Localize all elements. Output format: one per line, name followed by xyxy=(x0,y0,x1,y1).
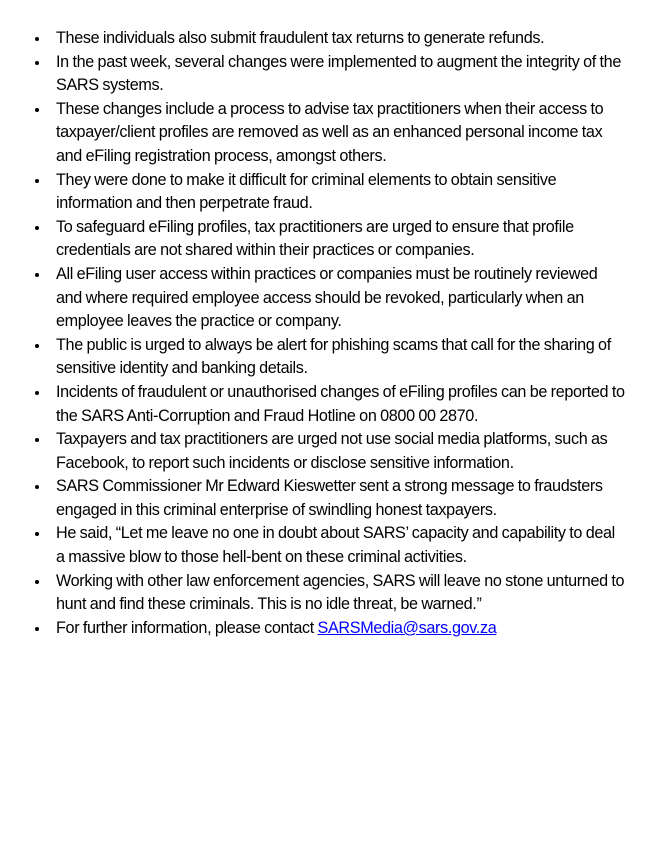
list-item-text: They were done to make it difficult for criminal elements to obtain sensitive information and then perpetrate fraud. xyxy=(56,170,557,213)
list-item-text: The public is urged to always be alert for phishing scams that call for the sharing of sensitive identity and banking details. xyxy=(56,335,611,378)
list-item-text: Working with other law enforcement agencies, SARS will leave no stone unturned to hunt and find these criminals. This is no idle threat, be warned.” xyxy=(56,571,625,614)
bullet-icon xyxy=(35,226,39,230)
list-item xyxy=(0,522,647,569)
contact-list-item xyxy=(0,617,647,641)
bullet-icon xyxy=(35,108,39,112)
list-item-text: In the past week, several changes were implemented to augment the integrity of the SARS systems. xyxy=(56,52,621,95)
list-item xyxy=(0,51,647,98)
list-item-text: He said, “Let me leave no one in doubt about SARS’ capacity and capability to deal a massive blow to those hell-bent on these criminal activities. xyxy=(56,524,615,567)
list-item xyxy=(0,263,647,334)
bullet-icon xyxy=(35,438,39,442)
bullet-icon xyxy=(35,627,39,631)
bullet-icon xyxy=(35,344,39,348)
list-item xyxy=(0,381,647,428)
list-item-text: All eFiling user access within practices or companies must be routinely reviewed and where required employee access should be revoked, particularly when an employee leaves the practice or company. xyxy=(56,264,598,331)
list-item xyxy=(0,475,647,522)
list-item-text: To safeguard eFiling profiles, tax practitioners are urged to ensure that profile credentials are not shared within their practices or companies. xyxy=(56,217,574,260)
list-item xyxy=(0,169,647,216)
list-item-text: Incidents of fraudulent or unauthorised changes of eFiling profiles can be reported to the SARS Anti-Corruption and Fraud Hotline on 0800 00 2870. xyxy=(56,382,625,425)
bullet-icon xyxy=(35,273,39,277)
bullet-icon xyxy=(35,580,39,584)
contact-prefix: For further information, please contact xyxy=(56,618,318,637)
list-item-text: SARS Commissioner Mr Edward Kieswetter sent a strong message to fraudsters engaged in this criminal enterprise of swindling honest taxpayers. xyxy=(56,477,603,519)
list-item xyxy=(0,570,647,617)
list-item xyxy=(0,98,647,169)
list-item xyxy=(0,27,647,51)
list-item xyxy=(0,428,647,475)
bullet-icon xyxy=(35,485,39,489)
list-item xyxy=(0,334,647,381)
list-item-text: Taxpayers and tax practitioners are urged not use social media platforms, such as Facebook, to report such incidents or disclose sensitive information. xyxy=(56,430,608,472)
email-link[interactable]: SARSMedia@sars.gov.za xyxy=(317,618,497,637)
list-item-text: These individuals also submit fraudulent tax returns to generate refunds. xyxy=(56,29,545,47)
list-item-text: These changes include a process to advise tax practitioners when their access to taxpayer/client profiles are removed as well as an enhanced personal income tax and eFiling registration process, amongst others. xyxy=(56,99,604,165)
bullet-icon xyxy=(35,37,39,41)
bullet-icon xyxy=(35,391,39,395)
bullet-icon xyxy=(35,61,39,65)
bullet-icon xyxy=(35,179,39,183)
bullet-icon xyxy=(35,532,39,536)
bullet-list xyxy=(0,27,647,640)
list-item xyxy=(0,216,647,263)
